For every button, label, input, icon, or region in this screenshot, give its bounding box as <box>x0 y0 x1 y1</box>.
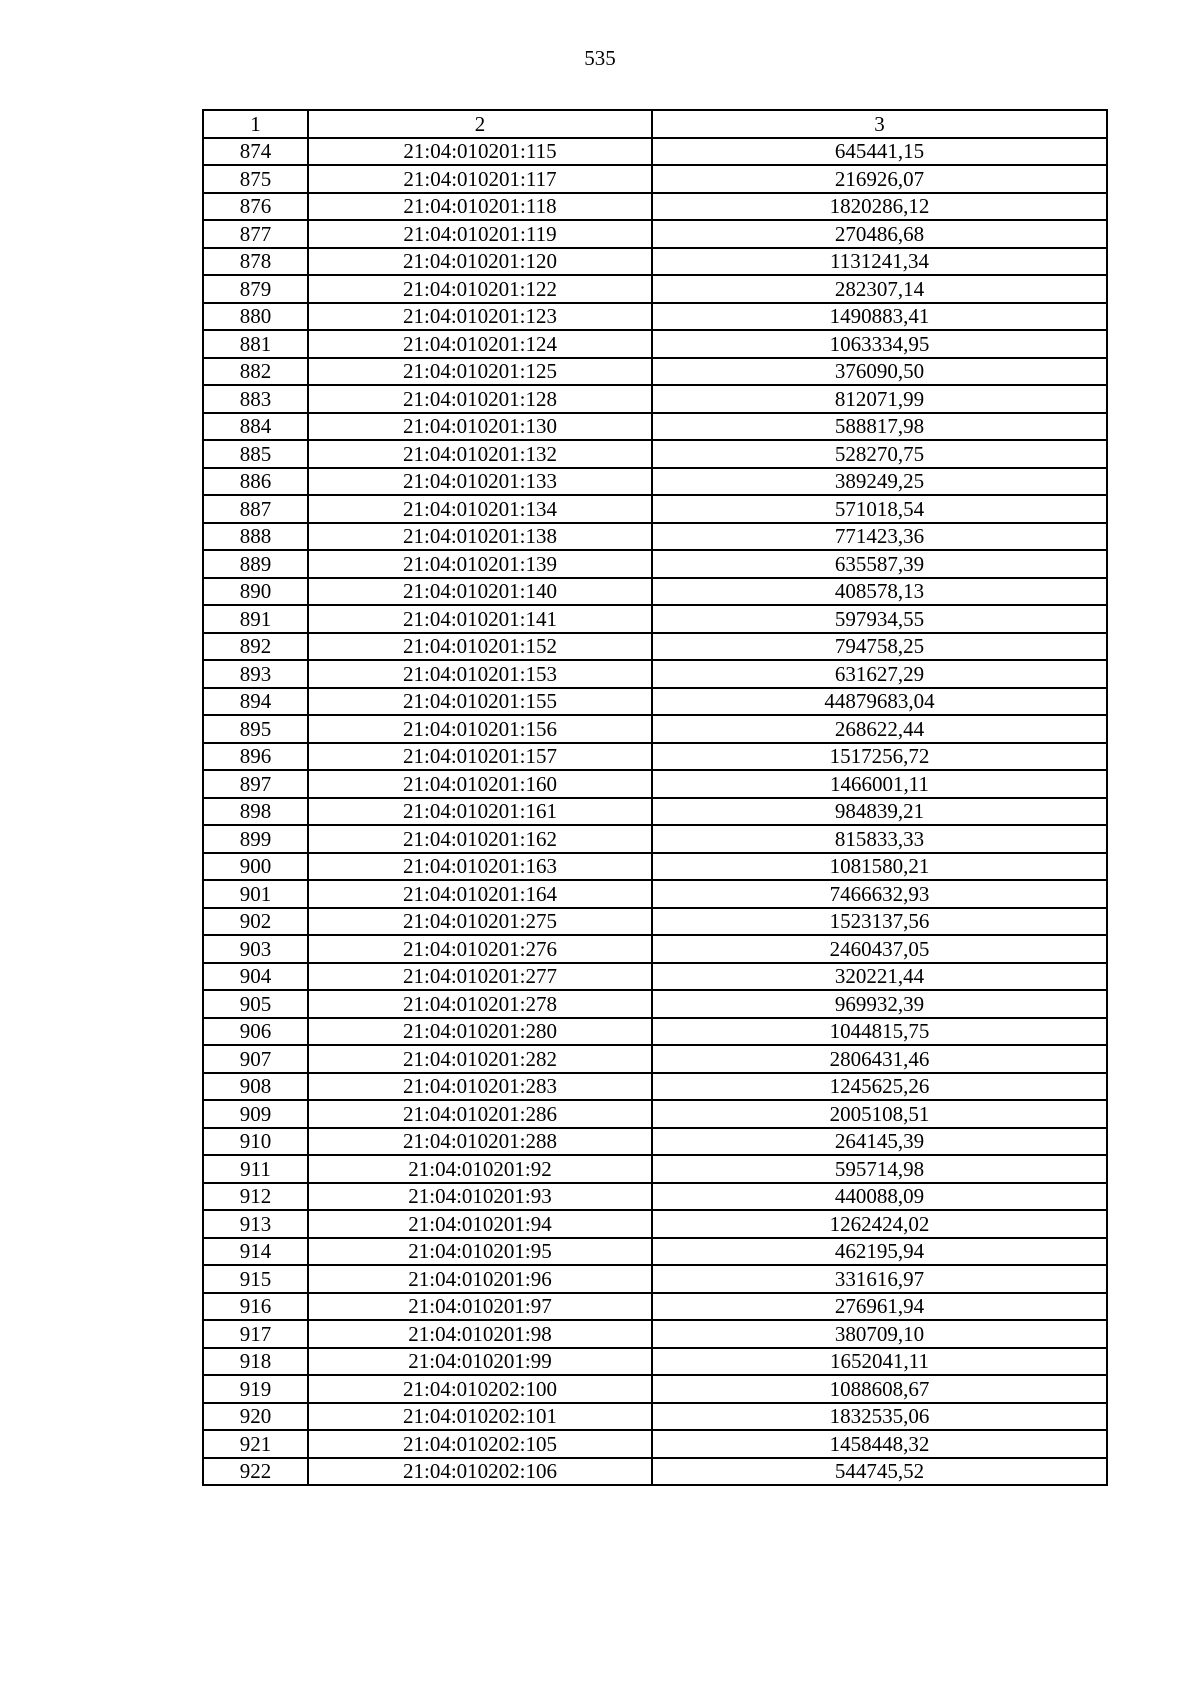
table-row <box>203 1403 1107 1431</box>
row-index-cell: 874 <box>203 138 308 166</box>
value-cell: 771423,36 <box>652 523 1107 551</box>
cadastral-number-cell: 21:04:010201:280 <box>308 1018 652 1046</box>
value-cell: 1063334,95 <box>652 330 1107 358</box>
value-cell: 1245625,26 <box>652 1073 1107 1101</box>
table-row <box>203 495 1107 523</box>
table-row <box>203 963 1107 991</box>
row-index-cell: 911 <box>203 1155 308 1183</box>
value-cell: 1517256,72 <box>652 743 1107 771</box>
row-index-cell: 879 <box>203 275 308 303</box>
table-row <box>203 1128 1107 1156</box>
value-cell: 544745,52 <box>652 1458 1107 1486</box>
value-cell: 597934,55 <box>652 605 1107 633</box>
row-index-cell: 877 <box>203 220 308 248</box>
cadastral-number-cell: 21:04:010201:134 <box>308 495 652 523</box>
cadastral-number-cell: 21:04:010201:95 <box>308 1238 652 1266</box>
value-cell: 1652041,11 <box>652 1348 1107 1376</box>
value-cell: 2005108,51 <box>652 1100 1107 1128</box>
row-index-cell: 908 <box>203 1073 308 1101</box>
row-index-cell: 886 <box>203 468 308 496</box>
table-row <box>203 138 1107 166</box>
value-cell: 320221,44 <box>652 963 1107 991</box>
column-header-cadastral-number: 2 <box>308 110 652 138</box>
cadastral-number-cell: 21:04:010201:278 <box>308 990 652 1018</box>
cadastral-number-cell: 21:04:010201:130 <box>308 413 652 441</box>
column-header-value: 3 <box>652 110 1107 138</box>
table-row <box>203 770 1107 798</box>
table-row <box>203 1183 1107 1211</box>
row-index-cell: 894 <box>203 688 308 716</box>
cadastral-number-cell: 21:04:010201:98 <box>308 1320 652 1348</box>
row-index-cell: 881 <box>203 330 308 358</box>
cadastral-number-cell: 21:04:010201:157 <box>308 743 652 771</box>
cadastral-number-cell: 21:04:010201:93 <box>308 1183 652 1211</box>
row-index-cell: 897 <box>203 770 308 798</box>
cadastral-number-cell: 21:04:010201:97 <box>308 1293 652 1321</box>
cadastral-number-cell: 21:04:010201:140 <box>308 578 652 606</box>
row-index-cell: 882 <box>203 358 308 386</box>
value-cell: 270486,68 <box>652 220 1107 248</box>
value-cell: 984839,21 <box>652 798 1107 826</box>
value-cell: 635587,39 <box>652 550 1107 578</box>
table-row <box>203 798 1107 826</box>
table-row <box>203 880 1107 908</box>
cadastral-number-cell: 21:04:010201:277 <box>308 963 652 991</box>
table-row <box>203 1348 1107 1376</box>
value-cell: 1131241,34 <box>652 248 1107 276</box>
table-row <box>203 633 1107 661</box>
cadastral-number-cell: 21:04:010201:161 <box>308 798 652 826</box>
value-cell: 408578,13 <box>652 578 1107 606</box>
row-index-cell: 880 <box>203 303 308 331</box>
table-row <box>203 1018 1107 1046</box>
value-cell: 1490883,41 <box>652 303 1107 331</box>
table-row <box>203 358 1107 386</box>
value-cell: 794758,25 <box>652 633 1107 661</box>
row-index-cell: 895 <box>203 715 308 743</box>
table-row <box>203 1265 1107 1293</box>
table-row <box>203 468 1107 496</box>
value-cell: 462195,94 <box>652 1238 1107 1266</box>
header-row <box>203 110 1107 138</box>
value-cell: 571018,54 <box>652 495 1107 523</box>
table-row <box>203 1210 1107 1238</box>
row-index-cell: 884 <box>203 413 308 441</box>
cadastral-number-cell: 21:04:010201:138 <box>308 523 652 551</box>
row-index-cell: 876 <box>203 193 308 221</box>
cadastral-number-cell: 21:04:010201:132 <box>308 440 652 468</box>
row-index-cell: 909 <box>203 1100 308 1128</box>
cadastral-number-cell: 21:04:010201:286 <box>308 1100 652 1128</box>
row-index-cell: 910 <box>203 1128 308 1156</box>
row-index-cell: 878 <box>203 248 308 276</box>
page-number: 535 <box>584 46 616 70</box>
row-index-cell: 919 <box>203 1375 308 1403</box>
value-cell: 815833,33 <box>652 825 1107 853</box>
cadastral-number-cell: 21:04:010201:153 <box>308 660 652 688</box>
table-row <box>203 853 1107 881</box>
table-row <box>203 1045 1107 1073</box>
table-row <box>203 440 1107 468</box>
value-cell: 812071,99 <box>652 385 1107 413</box>
row-index-cell: 916 <box>203 1293 308 1321</box>
row-index-cell: 885 <box>203 440 308 468</box>
row-index-cell: 903 <box>203 935 308 963</box>
row-index-cell: 917 <box>203 1320 308 1348</box>
table-row <box>203 330 1107 358</box>
cadastral-number-cell: 21:04:010201:164 <box>308 880 652 908</box>
value-cell: 2806431,46 <box>652 1045 1107 1073</box>
cadastral-number-cell: 21:04:010202:101 <box>308 1403 652 1431</box>
row-index-cell: 922 <box>203 1458 308 1486</box>
value-cell: 1820286,12 <box>652 193 1107 221</box>
table-row <box>203 1238 1107 1266</box>
row-index-cell: 920 <box>203 1403 308 1431</box>
row-index-cell: 907 <box>203 1045 308 1073</box>
row-index-cell: 918 <box>203 1348 308 1376</box>
cadastral-number-cell: 21:04:010201:94 <box>308 1210 652 1238</box>
row-index-cell: 891 <box>203 605 308 633</box>
cadastral-number-cell: 21:04:010201:282 <box>308 1045 652 1073</box>
row-index-cell: 913 <box>203 1210 308 1238</box>
cadastral-number-cell: 21:04:010201:123 <box>308 303 652 331</box>
row-index-cell: 883 <box>203 385 308 413</box>
row-index-cell: 904 <box>203 963 308 991</box>
row-index-cell: 921 <box>203 1430 308 1458</box>
cadastral-number-cell: 21:04:010201:118 <box>308 193 652 221</box>
value-cell: 1262424,02 <box>652 1210 1107 1238</box>
value-cell: 631627,29 <box>652 660 1107 688</box>
value-cell: 969932,39 <box>652 990 1107 1018</box>
value-cell: 2460437,05 <box>652 935 1107 963</box>
cadastral-number-cell: 21:04:010202:105 <box>308 1430 652 1458</box>
cadastral-number-cell: 21:04:010201:120 <box>308 248 652 276</box>
value-cell: 268622,44 <box>652 715 1107 743</box>
cadastral-number-cell: 21:04:010201:160 <box>308 770 652 798</box>
value-cell: 264145,39 <box>652 1128 1107 1156</box>
table-header <box>203 110 1107 138</box>
table-row <box>203 578 1107 606</box>
table-body <box>203 138 1107 1486</box>
cadastral-number-cell: 21:04:010201:125 <box>308 358 652 386</box>
value-cell: 44879683,04 <box>652 688 1107 716</box>
value-cell: 1832535,06 <box>652 1403 1107 1431</box>
table-row <box>203 523 1107 551</box>
value-cell: 7466632,93 <box>652 880 1107 908</box>
row-index-cell: 915 <box>203 1265 308 1293</box>
value-cell: 440088,09 <box>652 1183 1107 1211</box>
row-index-cell: 901 <box>203 880 308 908</box>
value-cell: 588817,98 <box>652 413 1107 441</box>
cadastral-number-cell: 21:04:010201:156 <box>308 715 652 743</box>
cadastral-number-cell: 21:04:010201:96 <box>308 1265 652 1293</box>
row-index-cell: 889 <box>203 550 308 578</box>
value-cell: 276961,94 <box>652 1293 1107 1321</box>
cadastral-number-cell: 21:04:010201:139 <box>308 550 652 578</box>
value-cell: 389249,25 <box>652 468 1107 496</box>
table-row <box>203 413 1107 441</box>
table-row <box>203 688 1107 716</box>
column-header-index: 1 <box>203 110 308 138</box>
value-cell: 645441,15 <box>652 138 1107 166</box>
cadastral-number-cell: 21:04:010201:128 <box>308 385 652 413</box>
cadastral-number-cell: 21:04:010201:122 <box>308 275 652 303</box>
table-row <box>203 1320 1107 1348</box>
value-cell: 331616,97 <box>652 1265 1107 1293</box>
value-cell: 216926,07 <box>652 165 1107 193</box>
cadastral-number-cell: 21:04:010201:133 <box>308 468 652 496</box>
table-row <box>203 605 1107 633</box>
cadastral-number-cell: 21:04:010201:275 <box>308 908 652 936</box>
table-row <box>203 193 1107 221</box>
table-row <box>203 825 1107 853</box>
value-cell: 376090,50 <box>652 358 1107 386</box>
cadastral-number-cell: 21:04:010202:106 <box>308 1458 652 1486</box>
row-index-cell: 887 <box>203 495 308 523</box>
cadastral-number-cell: 21:04:010201:283 <box>308 1073 652 1101</box>
cadastral-number-cell: 21:04:010201:155 <box>308 688 652 716</box>
value-cell: 1044815,75 <box>652 1018 1107 1046</box>
table-row <box>203 303 1107 331</box>
table-row <box>203 1430 1107 1458</box>
table-row <box>203 1375 1107 1403</box>
cadastral-number-cell: 21:04:010201:152 <box>308 633 652 661</box>
table-row <box>203 715 1107 743</box>
cadastral-number-cell: 21:04:010201:162 <box>308 825 652 853</box>
table-row <box>203 248 1107 276</box>
value-cell: 380709,10 <box>652 1320 1107 1348</box>
row-index-cell: 875 <box>203 165 308 193</box>
table-row <box>203 1073 1107 1101</box>
value-cell: 1088608,67 <box>652 1375 1107 1403</box>
row-index-cell: 902 <box>203 908 308 936</box>
row-index-cell: 890 <box>203 578 308 606</box>
cadastral-number-cell: 21:04:010201:163 <box>308 853 652 881</box>
row-index-cell: 896 <box>203 743 308 771</box>
row-index-cell: 888 <box>203 523 308 551</box>
table-row <box>203 275 1107 303</box>
table-row <box>203 990 1107 1018</box>
cadastral-number-cell: 21:04:010201:92 <box>308 1155 652 1183</box>
cadastral-number-cell: 21:04:010202:100 <box>308 1375 652 1403</box>
value-cell: 595714,98 <box>652 1155 1107 1183</box>
row-index-cell: 900 <box>203 853 308 881</box>
cadastral-number-cell: 21:04:010201:276 <box>308 935 652 963</box>
value-cell: 1523137,56 <box>652 908 1107 936</box>
row-index-cell: 893 <box>203 660 308 688</box>
cadastral-number-cell: 21:04:010201:119 <box>308 220 652 248</box>
table-row <box>203 220 1107 248</box>
cadastral-number-cell: 21:04:010201:117 <box>308 165 652 193</box>
table-row <box>203 935 1107 963</box>
table-row <box>203 165 1107 193</box>
table-row <box>203 1155 1107 1183</box>
row-index-cell: 914 <box>203 1238 308 1266</box>
cadastral-number-cell: 21:04:010201:124 <box>308 330 652 358</box>
row-index-cell: 906 <box>203 1018 308 1046</box>
data-table <box>202 109 1108 1486</box>
row-index-cell: 905 <box>203 990 308 1018</box>
table-row <box>203 743 1107 771</box>
row-index-cell: 899 <box>203 825 308 853</box>
cadastral-number-cell: 21:04:010201:115 <box>308 138 652 166</box>
value-cell: 1466001,11 <box>652 770 1107 798</box>
value-cell: 282307,14 <box>652 275 1107 303</box>
cadastral-number-cell: 21:04:010201:141 <box>308 605 652 633</box>
table-row <box>203 908 1107 936</box>
table-row <box>203 660 1107 688</box>
table-row <box>203 1458 1107 1486</box>
row-index-cell: 892 <box>203 633 308 661</box>
table-row <box>203 385 1107 413</box>
cadastral-number-cell: 21:04:010201:288 <box>308 1128 652 1156</box>
value-cell: 528270,75 <box>652 440 1107 468</box>
value-cell: 1458448,32 <box>652 1430 1107 1458</box>
table-row <box>203 1100 1107 1128</box>
table-row <box>203 550 1107 578</box>
cadastral-number-cell: 21:04:010201:99 <box>308 1348 652 1376</box>
row-index-cell: 898 <box>203 798 308 826</box>
row-index-cell: 912 <box>203 1183 308 1211</box>
table-row <box>203 1293 1107 1321</box>
value-cell: 1081580,21 <box>652 853 1107 881</box>
